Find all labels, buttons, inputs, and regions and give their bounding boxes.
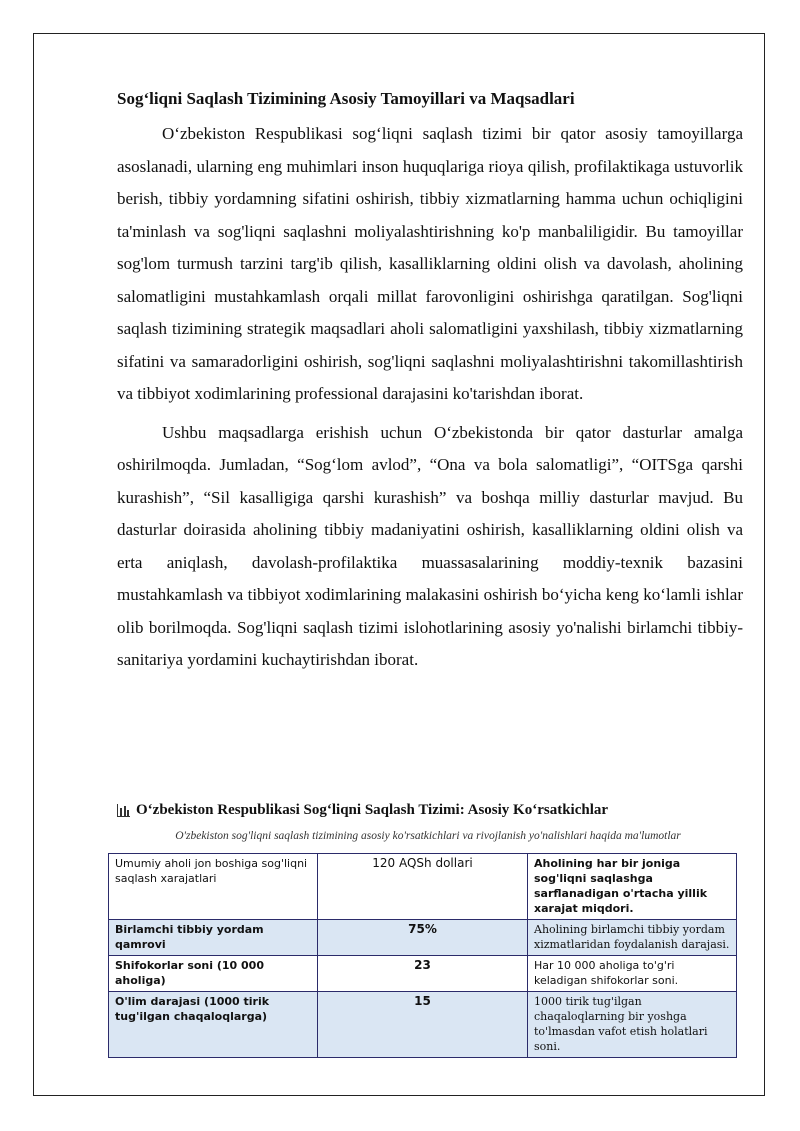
indicator-value: 75%	[318, 920, 528, 956]
table-row	[109, 854, 737, 920]
document-body	[117, 88, 743, 683]
indicators-table	[108, 853, 737, 1058]
indicator-label: O'lim darajasi (1000 tirik tug'ilgan chaqaloqlarga)	[109, 992, 318, 1058]
table-title-text: O‘zbekiston Respublikasi Sog‘liqni Saqlash Tizimi: Asosiy Ko‘rsatkichlar	[136, 802, 609, 818]
table-title	[117, 800, 757, 820]
indicator-value: 15	[318, 992, 528, 1058]
indicator-description: 1000 tirik tug'ilgan chaqaloqlarning bir yoshga to'lmasdan vafot etish holatlari soni.	[528, 992, 737, 1058]
paragraph-principles: O‘zbekiston Respublikasi sog‘liqni saqlash tizimi bir qator asosiy tamoyillarga asoslanadi, ularning eng muhimlari inson huquqlariga rioya qilish, profilaktikaga ustuvorlik berish, tibbiy yordamning sifatini oshirish, tibbiy xizmatlarning hamma uchun ochiqligini ta'minlash va sog'liqni saqlashni moliyalashtirishning ko'p manbaliligidir. Bu tamoyillar sog'lom turmush tarzini targ'ib qilish, kasalliklarning oldini olish va davolash, aholining salomatligini mustahkamlash orqali millat farovonligini oshirishga qaratilgan. Sog'liqni saqlash tizimining strategik maqsadlari aholi salomatligini yaxshilash, tibbiy xizmatlarning sifatini va samaradorligini oshirish, sog'liqni saqlashni moliyalashtirishni takomillashtirish va tibbiyot xodimlarining professional darajasini ko'tarishdan iborat.	[117, 124, 743, 403]
indicator-label: Umumiy aholi jon boshiga sog'liqni saqlash xarajatlari	[109, 854, 318, 920]
table-caption: O'zbekiston sog'liqni saqlash tizimining asosiy ko'rsatkichlari va rivojlanish yo'nalishlari haqida ma'lumotlar	[175, 830, 681, 842]
indicator-value: 120 AQSh dollari	[318, 854, 528, 920]
bar-chart-icon	[117, 804, 130, 817]
table-row	[109, 956, 737, 992]
indicator-description: Aholining har bir joniga sog'liqni saqlashga sarflanadigan o'rtacha yillik xarajat miqdori.	[528, 854, 737, 920]
indicator-label: Shifokorlar soni (10 000 aholiga)	[109, 956, 318, 992]
indicator-label: Birlamchi tibbiy yordam qamrovi	[109, 920, 318, 956]
table-row	[109, 992, 737, 1058]
section-heading: Sog‘liqni Saqlash Tizimining Asosiy Tamoyillari va Maqsadlari	[117, 89, 575, 108]
indicator-description: Har 10 000 aholiga to'g'ri keladigan shifokorlar soni.	[528, 956, 737, 992]
paragraph-programs: Ushbu maqsadlarga erishish uchun O‘zbekistonda bir qator dasturlar amalga oshirilmoqda. Jumladan, “Sog‘lom avlod”, “Ona va bola salomatligi”, “OITSga qarshi kurashish”, “Sil kasalligiga qarshi kurashish” va boshqa milliy dasturlar mavjud. Bu dasturlar doirasida aholining tibbiy madaniyatini oshirish, kasalliklarning oldini olish va erta aniqlash, davolash-profilaktika muassasalarining moddiy-texnik bazasini mustahkamlash va tibbiyot xodimlarining malakasini oshirish bo‘yicha keng ko‘lamli ishlar olib borilmoqda. Sog'liqni saqlash tizimi islohotlarining asosiy yo'nalishi birlamchi tibbiy-sanitariya yordamini kuchaytirishdan iborat.	[117, 422, 743, 669]
indicator-value: 23	[318, 956, 528, 992]
indicator-description: Aholining birlamchi tibbiy yordam xizmatlaridan foydalanish darajasi.	[528, 920, 737, 956]
table-row	[109, 920, 737, 956]
